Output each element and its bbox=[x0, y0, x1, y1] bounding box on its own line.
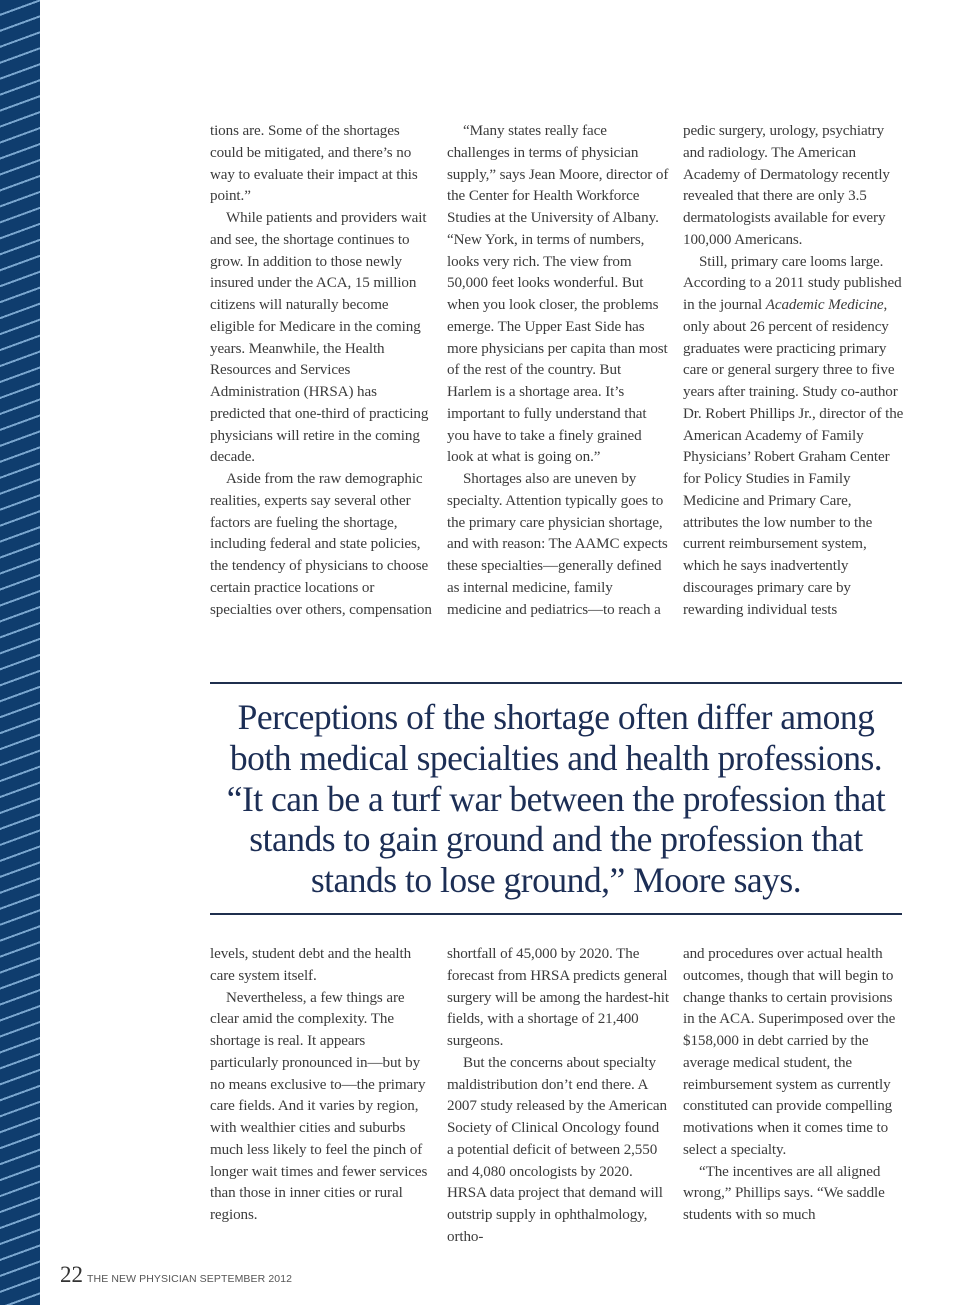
article-column-3-top bbox=[683, 121, 905, 621]
article-column-3-bottom bbox=[683, 944, 905, 1227]
magazine-issue: THE NEW PHYSICIAN SEPTEMBER 2012 bbox=[87, 1273, 293, 1285]
paragraph: tions are. Some of the shortages could be mitigated, and there’s no way to evaluate their impact at this point.” bbox=[210, 123, 418, 205]
pullquote-top-rule bbox=[210, 682, 902, 684]
paragraph: But the concerns about specialty maldistribution don’t end there. A 2007 study released by the American Society of Clinical Oncology found a potential deficit of between 2,550 and 4,080 oncologists by 2020. HRSA data project that demand will outstrip supply in ophthalmology, ortho- bbox=[447, 1054, 667, 1245]
paragraph: Shortages also are uneven by specialty. Attention typically goes to the primary care physician shortage, and with reason: The AAMC expects these specialties—generally defined as internal medicine, family medicine and pediatrics—to reach a bbox=[447, 471, 668, 618]
article-column-1-top bbox=[210, 121, 432, 621]
pullquote: Perceptions of the shortage often differ among both medical specialties and health professions. “It can be a turf war between the profession that stands to gain ground and the profession that stands to lose ground,” Moore says. bbox=[226, 697, 886, 901]
page-footer bbox=[60, 1262, 292, 1288]
paragraph: “The incentives are all aligned wrong,” Phillips says. “We saddle students with so much bbox=[683, 1163, 885, 1223]
paragraph: and procedures over actual health outcomes, though that will begin to change thanks to certain provisions in the ACA. Superimposed over the $158,000 in debt carried by the average medical student, the reimbursement system as currently constituted can provide compelling motivations when it comes time to select a specialty. bbox=[683, 946, 896, 1158]
paragraph: pedic surgery, urology, psychiatry and radiology. The American Academy of Dermatology recently revealed that there are only 3.5 dermatologists available for every 100,000 Americans. bbox=[683, 123, 890, 248]
paragraph: Aside from the raw demographic realities, experts say several other factors are fueling the shortage, including federal and state policies, the tendency of physicians to choose certain practice locations or specialties over others, compensation bbox=[210, 471, 432, 618]
decorative-side-stripe bbox=[0, 0, 40, 1305]
paragraph: While patients and providers wait and see, the shortage continues to grow. In addition to those newly insured under the ACA, 15 million citizens will naturally become eligible for Medicare in the coming years. Meanwhile, the Health Resources and Services Administration (HRSA) has predicted that one-third of practicing physicians will retire in the coming decade. bbox=[210, 210, 429, 466]
paragraph bbox=[683, 252, 905, 622]
article-column-2-top bbox=[447, 121, 669, 621]
pullquote-bottom-rule bbox=[210, 913, 902, 915]
article-column-2-bottom bbox=[447, 944, 669, 1249]
paragraph-text: Still, primary care looms large. According to a 2011 study published in the journal bbox=[683, 253, 902, 313]
page-number: 22 bbox=[60, 1262, 83, 1287]
paragraph: Nevertheless, a few things are clear amid the complexity. The shortage is real. It appears particularly pronounced in—but by no means exclusive to—the primary care fields. And it varies by region, with wealthier cities and suburbs much less likely to feel the pinch of longer wait times and fewer services than those in inner cities or rural regions. bbox=[210, 989, 428, 1223]
paragraph-text: , only about 26 percent of residency graduates were practicing primary care or general surgery three to five years after training. Study co-author Dr. Robert Phillips Jr., director of the American Academy of Family Physicians’ Robert Graham Center for Policy Studies in Family Medicine and Primary Care, attributes the low number to the current reimbursement system, which he says inadvertently discourages primary care by rewarding individual tests bbox=[683, 297, 904, 618]
article-column-1-bottom bbox=[210, 944, 432, 1227]
paragraph: “Many states really face challenges in terms of physician supply,” says Jean Moore, director of the Center for Health Workforce Studies at the University of Albany. “New York, in terms of numbers, looks very rich. The view from 50,000 feet looks wonderful. But when you look closer, the problems emerge. The Upper East Side has more physicians per capita than most of the rest of the country. But Harlem is a shortage area. It’s important to fully understand that you have to take a finely grained look at what is going on.” bbox=[447, 123, 669, 466]
paragraph: levels, student debt and the health care system itself. bbox=[210, 946, 412, 984]
paragraph: shortfall of 45,000 by 2020. The forecast from HRSA predicts general surgery will be among the hardest-hit fields, with a shortage of 21,400 surgeons. bbox=[447, 946, 669, 1049]
journal-title: Academic Medicine bbox=[765, 297, 884, 313]
